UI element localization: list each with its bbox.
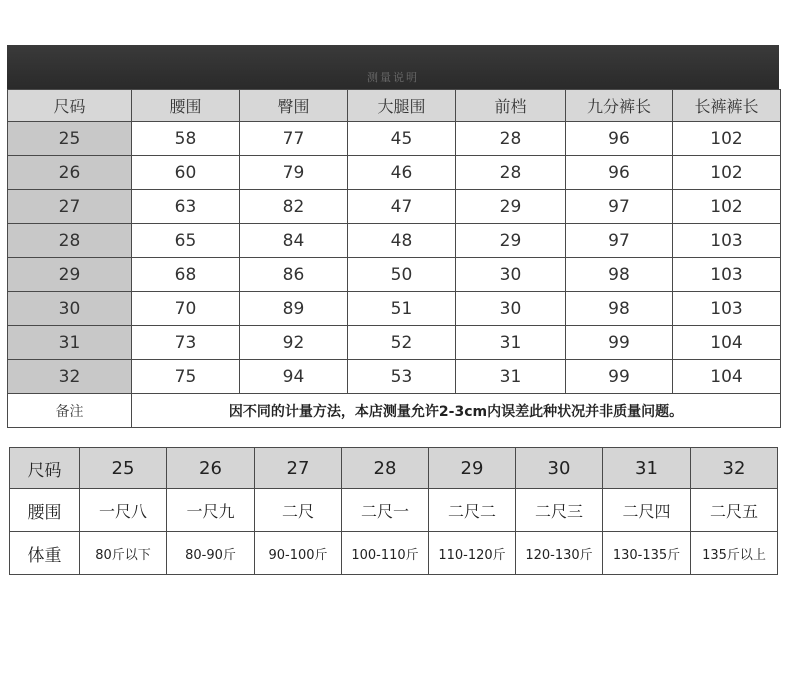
waist-cell: 二尺三 (516, 489, 603, 532)
header-cell: 尺码 (8, 90, 132, 122)
table-cell: 99 (566, 360, 673, 394)
size-cell: 26 (167, 448, 255, 489)
table-cell: 45 (348, 122, 456, 156)
header-cell: 前档 (456, 90, 566, 122)
size-cell: 25 (80, 448, 167, 489)
weight-cell: 80-90斤 (167, 532, 255, 575)
table-cell: 50 (348, 258, 456, 292)
weight-cell: 120-130斤 (516, 532, 603, 575)
table-cell: 53 (348, 360, 456, 394)
waist-row (10, 489, 778, 532)
table-cell: 94 (240, 360, 348, 394)
size-cell: 32 (691, 448, 778, 489)
table-cell: 30 (456, 258, 566, 292)
header-banner (7, 45, 779, 89)
table-cell: 99 (566, 326, 673, 360)
table-cell: 103 (673, 258, 781, 292)
size-row (10, 448, 778, 489)
size-cell: 27 (255, 448, 342, 489)
table-cell: 102 (673, 156, 781, 190)
table-cell: 29 (456, 190, 566, 224)
row-label: 尺码 (10, 448, 80, 489)
header-cell: 九分裤长 (566, 90, 673, 122)
waist-cell: 二尺 (255, 489, 342, 532)
weight-cell: 130-135斤 (603, 532, 691, 575)
table-cell: 30 (456, 292, 566, 326)
table-cell: 75 (132, 360, 240, 394)
weight-chart-table (9, 447, 778, 575)
table-cell: 51 (348, 292, 456, 326)
size-cell: 28 (8, 224, 132, 258)
table-cell: 102 (673, 122, 781, 156)
table-cell: 63 (132, 190, 240, 224)
table-row (8, 122, 781, 156)
weight-cell: 100-110斤 (342, 532, 429, 575)
table-cell: 31 (456, 360, 566, 394)
table-row (8, 190, 781, 224)
waist-cell: 一尺八 (80, 489, 167, 532)
table-cell: 28 (456, 156, 566, 190)
table-cell: 31 (456, 326, 566, 360)
table-cell: 46 (348, 156, 456, 190)
table-cell: 79 (240, 156, 348, 190)
size-cell: 29 (8, 258, 132, 292)
note-text: 因不同的计量方法，本店测量允许2-3cm内误差此种状况并非质量问题。 (132, 394, 781, 428)
table-cell: 65 (132, 224, 240, 258)
table-cell: 84 (240, 224, 348, 258)
waist-cell: 一尺九 (167, 489, 255, 532)
table-cell: 29 (456, 224, 566, 258)
size-cell: 32 (8, 360, 132, 394)
table-cell: 92 (240, 326, 348, 360)
weight-cell: 90-100斤 (255, 532, 342, 575)
size-cell: 30 (516, 448, 603, 489)
table-cell: 58 (132, 122, 240, 156)
row-label: 腰围 (10, 489, 80, 532)
table-cell: 103 (673, 292, 781, 326)
table-cell: 97 (566, 224, 673, 258)
note-row (8, 394, 781, 428)
size-cell: 25 (8, 122, 132, 156)
table-cell: 96 (566, 122, 673, 156)
row-label: 体重 (10, 532, 80, 575)
size-cell: 29 (429, 448, 516, 489)
size-cell: 28 (342, 448, 429, 489)
table-cell: 98 (566, 292, 673, 326)
size-cell: 30 (8, 292, 132, 326)
table-cell: 104 (673, 326, 781, 360)
table-cell: 97 (566, 190, 673, 224)
size-cell: 31 (603, 448, 691, 489)
table-row (8, 258, 781, 292)
note-label: 备注 (8, 394, 132, 428)
table-cell: 73 (132, 326, 240, 360)
weight-cell: 80斤以下 (80, 532, 167, 575)
header-cell: 大腿围 (348, 90, 456, 122)
table-cell: 82 (240, 190, 348, 224)
table-row (8, 156, 781, 190)
table-cell: 70 (132, 292, 240, 326)
table-row (8, 292, 781, 326)
weight-row (10, 532, 778, 575)
header-cell: 长裤裤长 (673, 90, 781, 122)
table-cell: 86 (240, 258, 348, 292)
table-cell: 47 (348, 190, 456, 224)
table-cell: 60 (132, 156, 240, 190)
table-cell: 96 (566, 156, 673, 190)
table-row (8, 224, 781, 258)
table-cell: 89 (240, 292, 348, 326)
table-row (8, 360, 781, 394)
table-cell: 104 (673, 360, 781, 394)
header-cell: 臀围 (240, 90, 348, 122)
table-cell: 48 (348, 224, 456, 258)
size-cell: 26 (8, 156, 132, 190)
table-cell: 98 (566, 258, 673, 292)
table-cell: 102 (673, 190, 781, 224)
table-cell: 77 (240, 122, 348, 156)
header-cell: 腰围 (132, 90, 240, 122)
size-chart-table (7, 89, 781, 428)
size-chart-header-row (8, 90, 781, 122)
waist-cell: 二尺一 (342, 489, 429, 532)
table-cell: 103 (673, 224, 781, 258)
weight-cell: 110-120斤 (429, 532, 516, 575)
waist-cell: 二尺四 (603, 489, 691, 532)
waist-cell: 二尺二 (429, 489, 516, 532)
table-cell: 68 (132, 258, 240, 292)
weight-cell: 135斤以上 (691, 532, 778, 575)
waist-cell: 二尺五 (691, 489, 778, 532)
size-cell: 27 (8, 190, 132, 224)
table-cell: 52 (348, 326, 456, 360)
table-cell: 28 (456, 122, 566, 156)
banner-title: 测量说明 (367, 71, 419, 84)
table-row (8, 326, 781, 360)
size-cell: 31 (8, 326, 132, 360)
